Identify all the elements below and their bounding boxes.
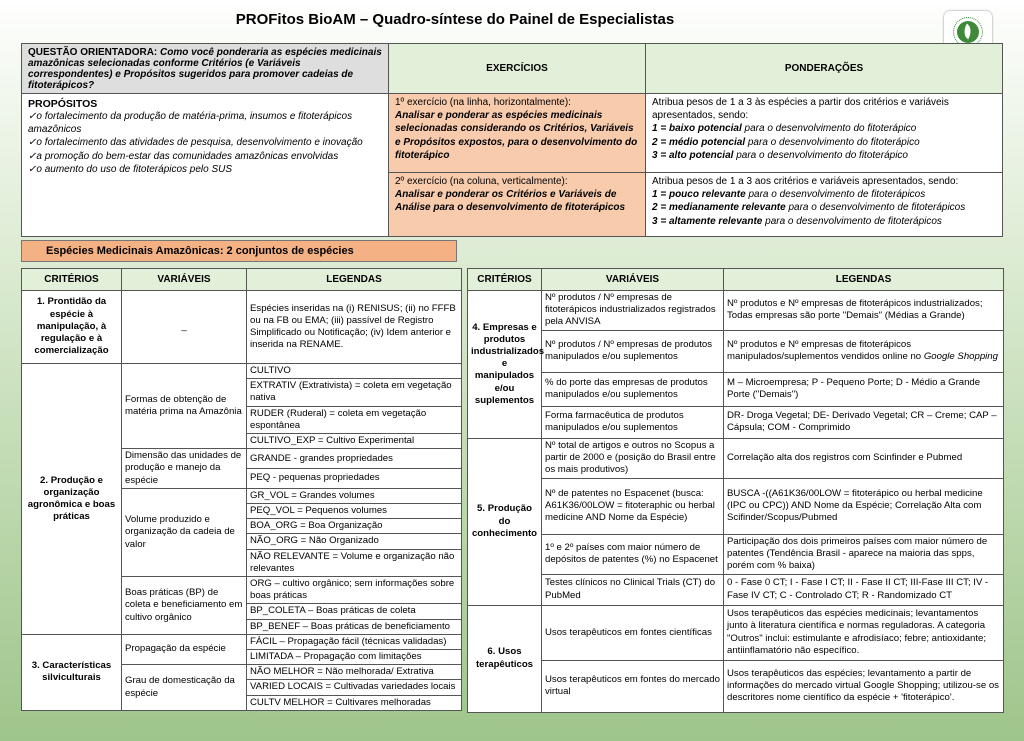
legend-cell bbox=[724, 372, 1004, 406]
question-table bbox=[21, 43, 1003, 237]
proposito-item: ✓o fortalecimento das atividades de pesquisa, desenvolvimento e inovação bbox=[28, 137, 363, 149]
legend-cell bbox=[724, 406, 1004, 438]
exercise-1-title: 1º exercício (na linha, horizontalmente): bbox=[395, 97, 571, 108]
ponderacao-2 bbox=[646, 173, 1003, 237]
legend-cell: Espécies inseridas na (i) RENISUS; (ii) no FFFB ou na FB ou EMA; (iii) passível de Registro Simplificado ou Notificação; (iv) Idem anterior e inserida na RENAME. bbox=[247, 291, 462, 364]
scale-item bbox=[652, 122, 996, 135]
legend-text: BUSCA -((A61K36/00LOW = fitoterápico ou herbal medicine (IPC ou CPC)) AND Nome da Espécie; Correlação Alta com Scifinder/Scopus/Pubmed bbox=[727, 487, 983, 524]
variable-cell: Dimensão das unidades de produção e manejo da espécie bbox=[122, 449, 247, 489]
legend-cell bbox=[724, 291, 1004, 331]
ponderacao-2-scale bbox=[652, 188, 996, 228]
ponderacoes-header: PONDERAÇÕES bbox=[646, 44, 1003, 94]
header-variaveis: VARIÁVEIS bbox=[122, 269, 247, 291]
criteria-table-left bbox=[21, 268, 462, 711]
question-text: Como você ponderaria as espécies medicinais amazônicas selecionadas conforme Critérios (e Variáveis correspondentes) e Propósitos sugeridos para promover cadeias de fitoterápicos? bbox=[28, 46, 382, 91]
question-label: QUESTÃO ORIENTADORA: bbox=[28, 46, 158, 58]
scale-number: 2 = bbox=[652, 136, 667, 148]
criterion-5: 5. Produção do conhecimento bbox=[468, 438, 542, 605]
variable-cell: Nº produtos / Nº empresas de fitoterápicos industrializados registrados pela ANVISA bbox=[542, 291, 724, 331]
scale-number: 3 = bbox=[652, 215, 667, 227]
legend-cell: NÃO_ORG = Não Organizado bbox=[247, 534, 462, 549]
legend-cell: PEQ_VOL = Pequenos volumes bbox=[247, 504, 462, 519]
legend-text: Nº produtos e Nº empresas de fitoterápicos industrializados; Todas empresas são porte "Demais" (Médias a Grande) bbox=[727, 298, 983, 322]
variable-cell: Propagação da espécie bbox=[122, 634, 247, 664]
header-legendas: LEGENDAS bbox=[724, 269, 1004, 291]
ponderacao-1-scale bbox=[652, 122, 996, 162]
legend-cell: GR_VOL = Grandes volumes bbox=[247, 488, 462, 503]
header-criterios: CRITÉRIOS bbox=[22, 269, 122, 291]
variable-cell: Testes clínicos no Clinical Trials (CT) do PubMed bbox=[542, 574, 724, 605]
scale-text: para o desenvolvimento do fitoterápico bbox=[733, 149, 908, 161]
legend-cell: NÃO RELEVANTE = Volume e organização não relevantes bbox=[247, 549, 462, 576]
guiding-question bbox=[22, 44, 389, 94]
scale-item bbox=[652, 149, 996, 162]
scale-item bbox=[652, 136, 996, 149]
variable-cell: Boas práticas (BP) de coleta e beneficiamento em cultivo orgânico bbox=[122, 577, 247, 635]
legend-cell: BOA_ORG = Boa Organização bbox=[247, 519, 462, 534]
legend-text: Usos terapêuticos das espécies medicinais; levantamentos junto à literatura científica e normas reguladoras. A categoria "Outros" inclui: estimulante e afrodisíaco; febre; antioxidante; antiinflamatório não específico. bbox=[727, 608, 987, 656]
legend-text: Usos terapêuticos das espécies; levantamento a partir de informações do mercado virtual Google Shopping; utilizou-se os descritores nome científico da espécie + 'fitoterápico'. bbox=[727, 667, 999, 704]
scale-text: para o desenvolvimento de fitoterápicos bbox=[762, 215, 942, 227]
exercise-2 bbox=[389, 173, 646, 237]
exercise-1 bbox=[389, 94, 646, 173]
legend-cell: FÁCIL – Propagação fácil (técnicas validadas) bbox=[247, 634, 462, 649]
legend-text-italic: Google Shopping bbox=[923, 351, 998, 363]
legend-text: Correlação alta dos registros com Scinfinder e Pubmed bbox=[727, 452, 963, 463]
criteria-table-right bbox=[467, 268, 1004, 713]
exercise-1-text: Analisar e ponderar as espécies medicinais selecionadas considerando os Critérios, Variáveis e Propósitos expostos, para o desenvolvimento do fitoterápico bbox=[395, 110, 638, 161]
header-variaveis: VARIÁVEIS bbox=[542, 269, 724, 291]
legend-text: M – Microempresa; P - Pequeno Porte; D - Médio a Grande Porte ("Demais") bbox=[727, 376, 981, 401]
legend-cell: CULTIVO bbox=[247, 364, 462, 379]
legend-cell bbox=[724, 478, 1004, 534]
legend-text: Nº produtos e Nº empresas de fitoterápicos manipulados/suplementos vendidos online no bbox=[727, 338, 924, 363]
scale-text: para o desenvolvimento do fitoterápico bbox=[745, 136, 920, 148]
scale-number: 1 = bbox=[652, 189, 667, 201]
legend-text: Participação dos dois primeiros países com maior número de patentes (Tendência Brasil - aparece na maioria das spps, porém com % baixa) bbox=[727, 535, 988, 572]
variable-cell: 1º e 2º países com maior número de depósitos de patentes (%) no Espacenet bbox=[542, 534, 724, 574]
legend-cell bbox=[724, 605, 1004, 660]
variable-cell: _ bbox=[122, 291, 247, 364]
legend-text: 0 - Fase 0 CT; I - Fase I CT; II - Fase II CT; III-Fase III CT; IV - Fase IV CT; C - Controlado CT; R - Randomizado CT bbox=[727, 577, 989, 601]
scale-text: para o desenvolvimento de fitoterápicos bbox=[745, 189, 926, 201]
legend-cell: EXTRATIV (Extrativista) = coleta em vegetação nativa bbox=[247, 379, 462, 406]
scale-level: alto potencial bbox=[668, 149, 734, 161]
scale-number: 2 = bbox=[652, 202, 667, 214]
propositos-cell bbox=[22, 94, 389, 237]
legend-cell: CULTV MELHOR = Cultivares melhoradas bbox=[247, 695, 462, 710]
scale-level: medianamente relevante bbox=[668, 202, 786, 214]
scale-item bbox=[652, 201, 996, 214]
legend-cell bbox=[724, 438, 1004, 478]
scale-number: 1 = bbox=[652, 123, 667, 135]
legend-cell: CULTIVO_EXP = Cultivo Experimental bbox=[247, 434, 462, 449]
variable-cell: Usos terapêuticos em fontes científicas bbox=[542, 605, 724, 660]
proposito-item: ✓o aumento do uso de fitoterápicos pelo SUS bbox=[28, 163, 233, 175]
legend-cell: RUDER (Ruderal) = coleta em vegetação espontânea bbox=[247, 406, 462, 433]
ponderacao-1 bbox=[646, 94, 1003, 173]
legend-cell bbox=[724, 660, 1004, 712]
legend-cell: PEQ - pequenas propriedades bbox=[247, 469, 462, 489]
proposito-item: ✓o fortalecimento da produção de matéria-prima, insumos e fitoterápicos amazônicos bbox=[28, 111, 353, 136]
legend-cell bbox=[724, 574, 1004, 605]
legend-cell: GRANDE - grandes propriedades bbox=[247, 449, 462, 469]
ponderacao-2-intro: Atribua pesos de 1 a 3 aos critérios e variáveis apresentados, sendo: bbox=[652, 176, 959, 187]
legend-text: DR- Droga Vegetal; DE- Derivado Vegetal; CR – Creme; CAP – Cápsula; COM - Comprimido bbox=[727, 409, 997, 434]
variable-cell: Forma farmacêutica de produtos manipulados e/ou suplementos bbox=[542, 406, 724, 438]
scale-level: baixo potencial bbox=[668, 123, 742, 135]
scale-text: para o desenvolvimento de fitoterápicos bbox=[785, 202, 966, 214]
header-legendas: LEGENDAS bbox=[247, 269, 462, 291]
propositos-title: PROPÓSITOS bbox=[28, 98, 98, 110]
legend-cell: BP_COLETA – Boas práticas de coleta bbox=[247, 604, 462, 619]
criterion-3: 3. Características silviculturais bbox=[22, 634, 122, 710]
legend-cell bbox=[724, 534, 1004, 574]
scale-text: para o desenvolvimento do fitoterápico bbox=[741, 123, 917, 135]
variable-cell: Formas de obtenção de matéria prima na Amazônia bbox=[122, 364, 247, 449]
criterion-2: 2. Produção e organização agronômica e boas práticas bbox=[22, 364, 122, 635]
exercise-2-text: Analisar e ponderar os Critérios e Variáveis de Análise para o desenvolvimento de fitoterápicos bbox=[395, 189, 626, 214]
species-banner: Espécies Medicinais Amazônicas: 2 conjuntos de espécies bbox=[21, 240, 457, 262]
criterion-1: 1. Prontidão da espécie à manipulação, à regulação e à comercialização bbox=[22, 291, 122, 364]
variable-cell: Nº produtos / Nº empresas de produtos manipulados e/ou suplementos bbox=[542, 330, 724, 372]
variable-cell: Volume produzido e organização da cadeia de valor bbox=[122, 488, 247, 576]
criterion-6: 6. Usos terapêuticos bbox=[468, 605, 542, 712]
variable-cell: Grau de domesticação da espécie bbox=[122, 665, 247, 711]
variable-cell: Nº total de artigos e outros no Scopus a partir de 2000 e (posição do Brasil entre os mais produtivos) bbox=[542, 438, 724, 478]
header-criterios: CRITÉRIOS bbox=[468, 269, 542, 291]
scale-item bbox=[652, 188, 996, 201]
variable-cell: Usos terapêuticos em fontes do mercado virtual bbox=[542, 660, 724, 712]
exercise-2-title: 2º exercício (na coluna, verticalmente): bbox=[395, 176, 568, 187]
legend-cell: BP_BENEF – Boas práticas de beneficiamento bbox=[247, 619, 462, 634]
legend-cell: ORG – cultivo orgânico; sem informações sobre boas práticas bbox=[247, 577, 462, 604]
page-title: PROFitos BioAM – Quadro-síntese do Painel de Especialistas bbox=[235, 11, 675, 28]
ponderacao-1-intro: Atribua pesos de 1 a 3 às espécies a partir dos critérios e variáveis apresentados, sendo: bbox=[652, 97, 949, 122]
variable-cell: Nº de patentes no Espacenet (busca: A61K36/00LOW = fitoteraphic ou herbal medicine AND Nome da Espécie) bbox=[542, 478, 724, 534]
scale-level: médio potencial bbox=[668, 136, 746, 148]
legend-cell: LIMITADA – Propagação com limitações bbox=[247, 650, 462, 665]
exercicios-header: EXERCÍCIOS bbox=[389, 44, 646, 94]
scale-level: pouco relevante bbox=[668, 189, 746, 201]
legend-cell: VARIED LOCAIS = Cultivadas variedades locais bbox=[247, 680, 462, 695]
leaf-icon bbox=[957, 21, 979, 43]
legend-cell: NÃO MELHOR = Não melhorada/ Extrativa bbox=[247, 665, 462, 680]
legend-cell bbox=[724, 330, 1004, 372]
propositos-list bbox=[28, 110, 382, 176]
scale-item bbox=[652, 215, 996, 228]
criterion-4: 4. Empresas e produtos industrializados e manipulados e/ou suplementos bbox=[468, 291, 542, 439]
proposito-item: ✓a promoção do bem-estar das comunidades amazônicas envolvidas bbox=[28, 150, 339, 162]
scale-number: 3 = bbox=[652, 149, 667, 161]
variable-cell: % do porte das empresas de produtos manipulados e/ou suplementos bbox=[542, 372, 724, 406]
scale-level: altamente relevante bbox=[668, 215, 763, 227]
